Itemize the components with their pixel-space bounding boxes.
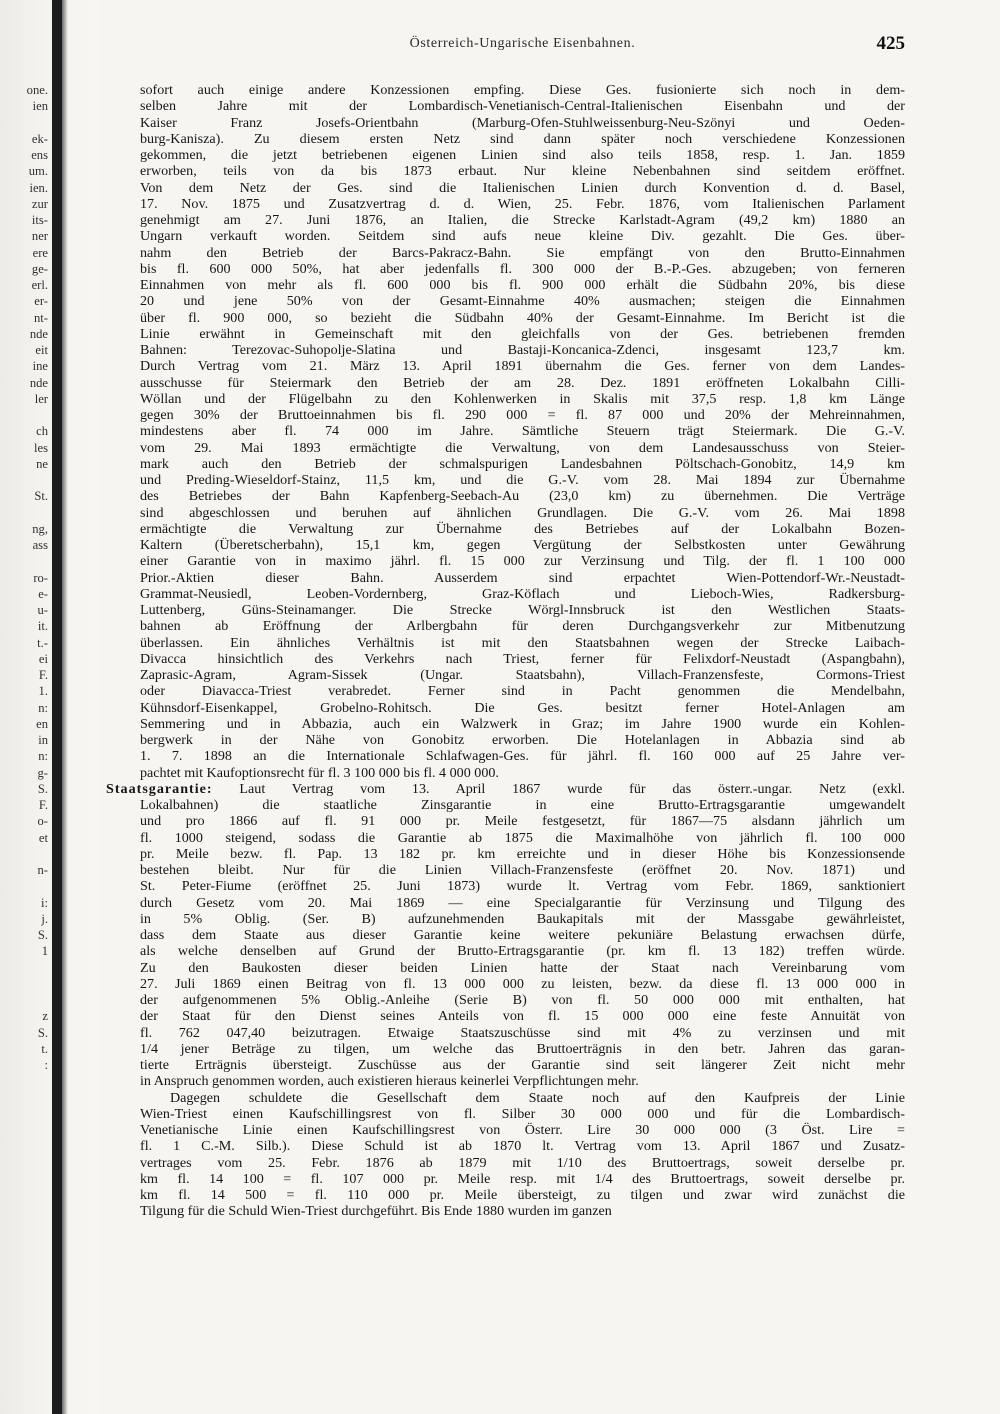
text-line: Zu den Baukosten dieser beiden Linien hatte der Staat nach Vereinbarung vom (140, 959, 905, 976)
left-fragment: : (44, 1058, 48, 1072)
left-fragment: ne (36, 456, 48, 471)
text-line: Durch Vertrag vom 21. März 13. April 1891 übernahm die Ges. ferner von dem Landes- (140, 358, 905, 375)
text-line: Divacca hinsichtlich des Verkehrs nach Triest, ferner für Felixdorf-Neustadt (Aspangbahn), (140, 650, 905, 667)
left-fragment: one. (26, 83, 48, 97)
text-line: tierte Erträgnis übersteigt. Zuschüsse aus der Garantie sind seit längerer Zeit nicht mehr (140, 1057, 905, 1073)
text-line: Von dem Netz der Ges. sind die Italienischen Linien durch Konvention d. d. Basel, (140, 179, 905, 196)
left-fragment (0, 407, 50, 423)
binding-gutter (52, 0, 62, 1414)
text-line: 20 und jene 50% von der Gesamt-Einnahme 40% ausmachen; steigen die Einnahmen (140, 293, 905, 310)
left-fragment: nde (29, 326, 48, 341)
left-fragment: 1 (41, 944, 48, 959)
left-fragment: en (36, 716, 48, 731)
text-line: Linie erwähnt in Gemeinschaft mit den gleichfalls von der Ges. betriebenen fremden (140, 325, 905, 342)
left-fragment: ge- (31, 261, 48, 276)
text-line: Grammat-Neusiedl, Leoben-Vordernberg, Graz-Köflach und Lieboch-Wies, Radkersburg- (140, 585, 905, 602)
section-keyword: Staatsgarantie: (106, 780, 213, 797)
left-fragment: ek- (31, 131, 48, 146)
left-fragment: St. (34, 489, 48, 504)
left-fragment (0, 960, 50, 976)
left-fragment: in (38, 733, 48, 747)
text-line: km fl. 14 500 = fl. 110 000 pr. Meile übersteigt, zu tilgen und zwar wird zunächst die (140, 1187, 905, 1203)
text-line: Einnahmen von mehr als fl. 600 000 bis fl. 900 000 erhält die Südbahn 20%, bis diese (140, 277, 905, 293)
text-line: Lokalbahnen) die staatliche Zinsgarantie in eine Brutto-Ertragsgarantie umgewandelt (140, 797, 905, 813)
left-fragment: ine (32, 359, 48, 374)
left-fragment: S. (37, 781, 48, 796)
left-fragment: S. (37, 1025, 48, 1040)
left-fragment: n- (37, 863, 48, 877)
text-line: Wöllan und der Flügelbahn zu den Kohlenwerken in Skalis mit 37,5 resp. 1,8 km Länge (140, 390, 905, 407)
page-header (140, 33, 905, 60)
text-line: sind abgeschlossen und beruhen auf ähnlichen Grundlagen. Die G.-V. vom 26. Mai 1898 (140, 504, 905, 521)
text-line: mark auch den Betrieb der schmalspurigen Landesbahnen Pöltschach-Gonobitz, 14,9 km (140, 455, 905, 472)
left-fragment: z (42, 1009, 48, 1024)
text-line: in Anspruch genommen worden, auch existieren hieraus keinerlei Verpflichtungen mehr. (140, 1073, 639, 1090)
text-line: 27. Juli 1869 einen Beitrag von fl. 13 000 000 zu leisten, bezw. da diese fl. 13 000 000 in (140, 975, 905, 992)
left-fragment: i: (41, 895, 48, 910)
left-fragment: ler (34, 391, 48, 406)
left-fragment: ien (32, 99, 48, 114)
text-line: bis fl. 600 000 50%, hat aber jedenfalls fl. 300 000 der B.-P.-Ges. abzugeben; von ferneren (140, 260, 905, 277)
text-line: erworben, teils von da bis 1873 erbaut. Nur kleine Nebenbahnen sind seitdem eröffnet. (140, 163, 905, 180)
text-line: selben Jahre mit der Lombardisch-Venetianisch-Central-Italienischen Eisenbahn und der (140, 98, 905, 115)
left-fragment: 1. (38, 684, 48, 699)
text-line: durch Gesetz vom 20. Mai 1869 — eine Specialgarantie für Verzinsung und Tilgung des (140, 894, 905, 911)
left-fragment: ng, (32, 521, 48, 536)
left-fragment: ei (38, 651, 48, 666)
text-line: in 5% Oblig. (Ser. B) aufzunehmenden Baukapitals mit der Massgabe gewährleistet, (140, 910, 905, 927)
left-fragment: its- (31, 213, 48, 227)
text-line: Wien-Triest einen Kaufschillingsrest von fl. Silber 30 000 000 und für die Lombardisch- (140, 1105, 905, 1122)
left-fragment: g- (37, 765, 48, 780)
left-fragment (0, 878, 50, 894)
text-line: Kühnsdorf-Eisenkappel, Grobelno-Rohitsch. Die Ges. besitzt ferner Hotel-Anlagen am (140, 699, 905, 716)
running-head: Österreich-Ungarische Eisenbahnen. (409, 36, 636, 51)
left-fragment (0, 846, 50, 862)
text-line: fl. 1000 steigend, sodass die Garantie ab 1875 die Maximalhöhe von jährlich fl. 100 000 (140, 829, 905, 846)
left-fragment: erl. (31, 278, 48, 292)
text-line: der Staat für den Dienst seines Anteils von fl. 15 000 000 eine feste Annuität von (140, 1008, 905, 1025)
text-line: Luttenberg, Güns-Steinamanger. Die Strecke Wörgl-Innsbruck ist den Westlichen Staats- (140, 602, 905, 618)
left-fragment (0, 505, 50, 521)
text-line: sofort auch einige andere Konzessionen empfing. Diese Ges. fusionierte sich noch in dem- (140, 82, 905, 98)
left-fragment: et (38, 830, 48, 845)
paragraph-state-guarantee (140, 797, 905, 1090)
left-fragment: ens (31, 148, 48, 162)
left-fragment: ere (32, 245, 48, 260)
body-text (106, 82, 905, 1220)
paragraph-purchase-debt (140, 1090, 905, 1220)
text-line: pr. Meile bezw. fl. Pap. 13 182 pr. km erreichte und in dieser Höhe bis Konzessionsende (140, 845, 905, 862)
text-line: Semmering und in Abbazia, auch ein Walzwerk in Graz; im Jahre 1900 wurde ein Kohlen- (140, 715, 905, 732)
left-fragment (0, 976, 50, 992)
text-line: bestehen bleibt. Nur für die Linien Villach-Franzensfeste (eröffnet 20. Nov. 1871) und (140, 862, 905, 878)
gutter-shadow (62, 0, 68, 1414)
text-line: ermächtigte die Verwaltung zur Übernahme des Betriebes auf der Lokalbahn Bozen- (140, 520, 905, 537)
text-line: Kaiser Franz Josefs-Orientbahn (Marburg-Ofen-Stuhlweissenburg-Neu-Szönyi und Oeden- (140, 114, 905, 131)
left-fragment: ass (32, 538, 48, 552)
left-fragment: les (34, 440, 48, 455)
left-fragment: zur (31, 196, 48, 211)
text-line: fl. 1 C.-M. Silb.). Diese Schuld ist ab 1870 lt. Vertrag vom 13. April 1867 und Zusatz- (140, 1138, 905, 1155)
text-line: 1. 7. 1898 an die Internationale Schlafwagen-Ges. für jährl. fl. 160 000 auf 25 Jahre ver- (140, 748, 905, 765)
left-fragment (0, 115, 50, 131)
left-fragment: o- (37, 814, 48, 829)
text-line: Ungarn verkauft worden. Seitdem sind aufs neue kleine Div. gezahlt. Die Ges. über- (140, 228, 905, 245)
text-line: Kaltern (Überetscherbahn), 15,1 km, gegen Vergütung der Selbstkosten unter Gewährung (140, 537, 905, 553)
text-line: gegen 30% der Bruttoeinnahmen bis fl. 290 000 = fl. 87 000 und 20% der Mehreinnahmen, (140, 407, 905, 423)
text-line: Dagegen schuldete die Gesellschaft dem Staate noch auf den Kaufpreis der Linie (170, 1089, 905, 1106)
text-line: des Betriebes der Bahn Kapfenberg-Seebach-Au (23,0 km) zu übernehmen. Die Verträge (140, 488, 905, 505)
text-line: Prior.-Aktien dieser Bahn. Ausserdem sind erpachtet Wien-Pottendorf-Wr.-Neustadt- (140, 569, 905, 586)
text-line: bergwerk in der Nähe von Gonobitz erworben. Die Hotelanlagen in Abbazia sind ab (140, 732, 905, 748)
left-fragment: e- (38, 586, 48, 601)
text-line: und pro 1866 auf fl. 91 000 pr. Meile festgesetzt, für 1867—75 alsdann jährlich um (140, 813, 905, 830)
text-line: gekommen, die jetzt betriebenen eigenen Linien sind also teils 1858, resp. 1. Jan. 1859 (140, 147, 905, 163)
text-line: genehmigt am 27. Juni 1876, an Italien, die Strecke Karlstadt-Agram (49,2 km) 1880 an (140, 212, 905, 228)
left-fragment: ch (36, 424, 48, 439)
text-line: burg-Kanisza). Zu diesem ersten Netz sind dann später noch verschiedene Konzessionen (140, 130, 905, 147)
text-line: über fl. 900 000, so bezieht die Südbahn 40% der Gesamt-Einnahme. Im Bericht ist die (140, 309, 905, 326)
left-fragment: j. (41, 911, 48, 926)
text-line: Zaprasic-Agram, Agram-Sissek (Ungar. Staatsbahn), Villach-Franzensfeste, Cormons-Triest (140, 667, 905, 683)
text-line: vertrages vom 25. Febr. 1876 ab 1879 mit 1/10 des Bruttoertrags, soweit derselbe pr. (140, 1154, 905, 1171)
section-first-line (106, 781, 905, 797)
text-line: dass dem Staate aus dieser Garantie keine weitere pekuniäre Belastung erwachsen dürfe, (140, 927, 905, 943)
text-line: mindestens aber fl. 74 000 im Jahre. Sämtliche Steuern trägt Steiermark. Die G.-V. (140, 423, 905, 440)
text-line: pachtet mit Kaufoptionsrecht für fl. 3 100 000 bis fl. 4 000 000. (140, 764, 499, 781)
text-line: 17. Nov. 1875 und Zusatzvertrag d. d. Wien, 25. Febr. 1876, vom Italienischen Parlament (140, 195, 905, 212)
left-fragment: eit (35, 343, 48, 357)
text-line: St. Peter-Fiume (eröffnet 25. Juni 1873) wurde lt. Vertrag vom Febr. 1869, sanktioniert (140, 878, 905, 895)
left-fragment: F. (38, 798, 48, 812)
text-line: ausschusse für Steiermark den Betrieb der am 28. Dez. 1891 eröffneten Lokalbahn Cilli- (140, 374, 905, 391)
text-line: fl. 762 047,40 beizutragen. Etwaige Staatszuschüsse sind mit 4% zu verzinsen und mit (140, 1024, 905, 1041)
left-fragment: ner (31, 229, 48, 244)
text-line: km fl. 14 100 = fl. 107 000 pr. Meile resp. mit 1/4 des Bruttoertrags, soweit derselbe pr. (140, 1170, 905, 1187)
text-line: als welche denselben auf Grund der Brutto-Ertragsgarantie (pr. km fl. 13 182) treffen würde. (140, 943, 905, 960)
section-first-line-text: Laut Vertrag vom 13. April 1867 wurde für das österr.-ungar. Netz (exkl. (239, 780, 905, 797)
left-fragment: ien. (29, 180, 48, 195)
text-line: nahm den Betrieb der Barcs-Pakracz-Bahn. Sie empfängt von den Brutto-Einnahmen (140, 244, 905, 261)
text-line: bahnen ab Eröffnung der Arlbergbahn für deren Durchgangsverkehr zur Mitbenutzung (140, 618, 905, 635)
left-fragment (0, 472, 50, 488)
text-line: überlassen. Ein ähnliches Verhältnis ist mit den Staatsbahnen wegen der Strecke Laibach- (140, 634, 905, 651)
left-fragment: nde (29, 375, 48, 390)
left-fragment: er- (34, 294, 48, 309)
text-line: oder Diavacca-Triest verabredet. Ferner sind in Pacht genommen die Mendelbahn, (140, 683, 905, 700)
text-line: Venetianische Linie einen Kaufschillingsrest von Österr. Lire 30 000 000 (3 Öst. Lire = (140, 1122, 905, 1138)
left-fragment: ro- (33, 570, 48, 585)
text-line: vom 29. Mai 1893 ermächtigte die Verwaltung, von dem Landesausschuss von Steier- (140, 439, 905, 456)
text-line: Bahnen: Terezovac-Suhopolje-Slatina und Bastaji-Koncanica-Zdenci, insgesamt 123,7 km. (140, 342, 905, 358)
left-fragment (0, 553, 50, 569)
left-fragment: n: (38, 749, 48, 764)
text-line: einer Garantie von in maximo jährl. fl. 15 000 zur Verzinsung und Tilg. der fl. 1 100 000 (140, 553, 905, 570)
paragraph-concessions (140, 82, 905, 781)
left-page-fragments (0, 82, 50, 1073)
left-fragment: u- (37, 603, 48, 617)
text-line: und Preding-Wieseldorf-Stainz, 11,5 km, und die G.-V. vom 28. Mai 1894 zur Übernahme (140, 472, 905, 488)
left-fragment: F. (38, 668, 48, 682)
left-fragment: n: (38, 700, 48, 715)
left-fragment: um. (28, 164, 48, 179)
text-line: Tilgung für die Schuld Wien-Triest durchgeführt. Bis Ende 1880 wurden im ganzen (140, 1203, 612, 1220)
left-fragment: S. (37, 928, 48, 942)
left-fragment: nt- (34, 310, 48, 325)
page-number: 425 (876, 33, 905, 54)
text-line: 1/4 jener Beträge zu tilgen, um welche das Bruttoerträgnis in den betr. Jahren das garan- (140, 1040, 905, 1057)
left-fragment: t.- (37, 635, 48, 650)
left-fragment: it. (37, 619, 48, 634)
left-fragment (0, 992, 50, 1008)
left-fragment: t. (41, 1041, 48, 1056)
text-line: der aufgenommenen 5% Oblig.-Anleihe (Serie B) von fl. 50 000 000 mit enthalten, hat (140, 992, 905, 1008)
